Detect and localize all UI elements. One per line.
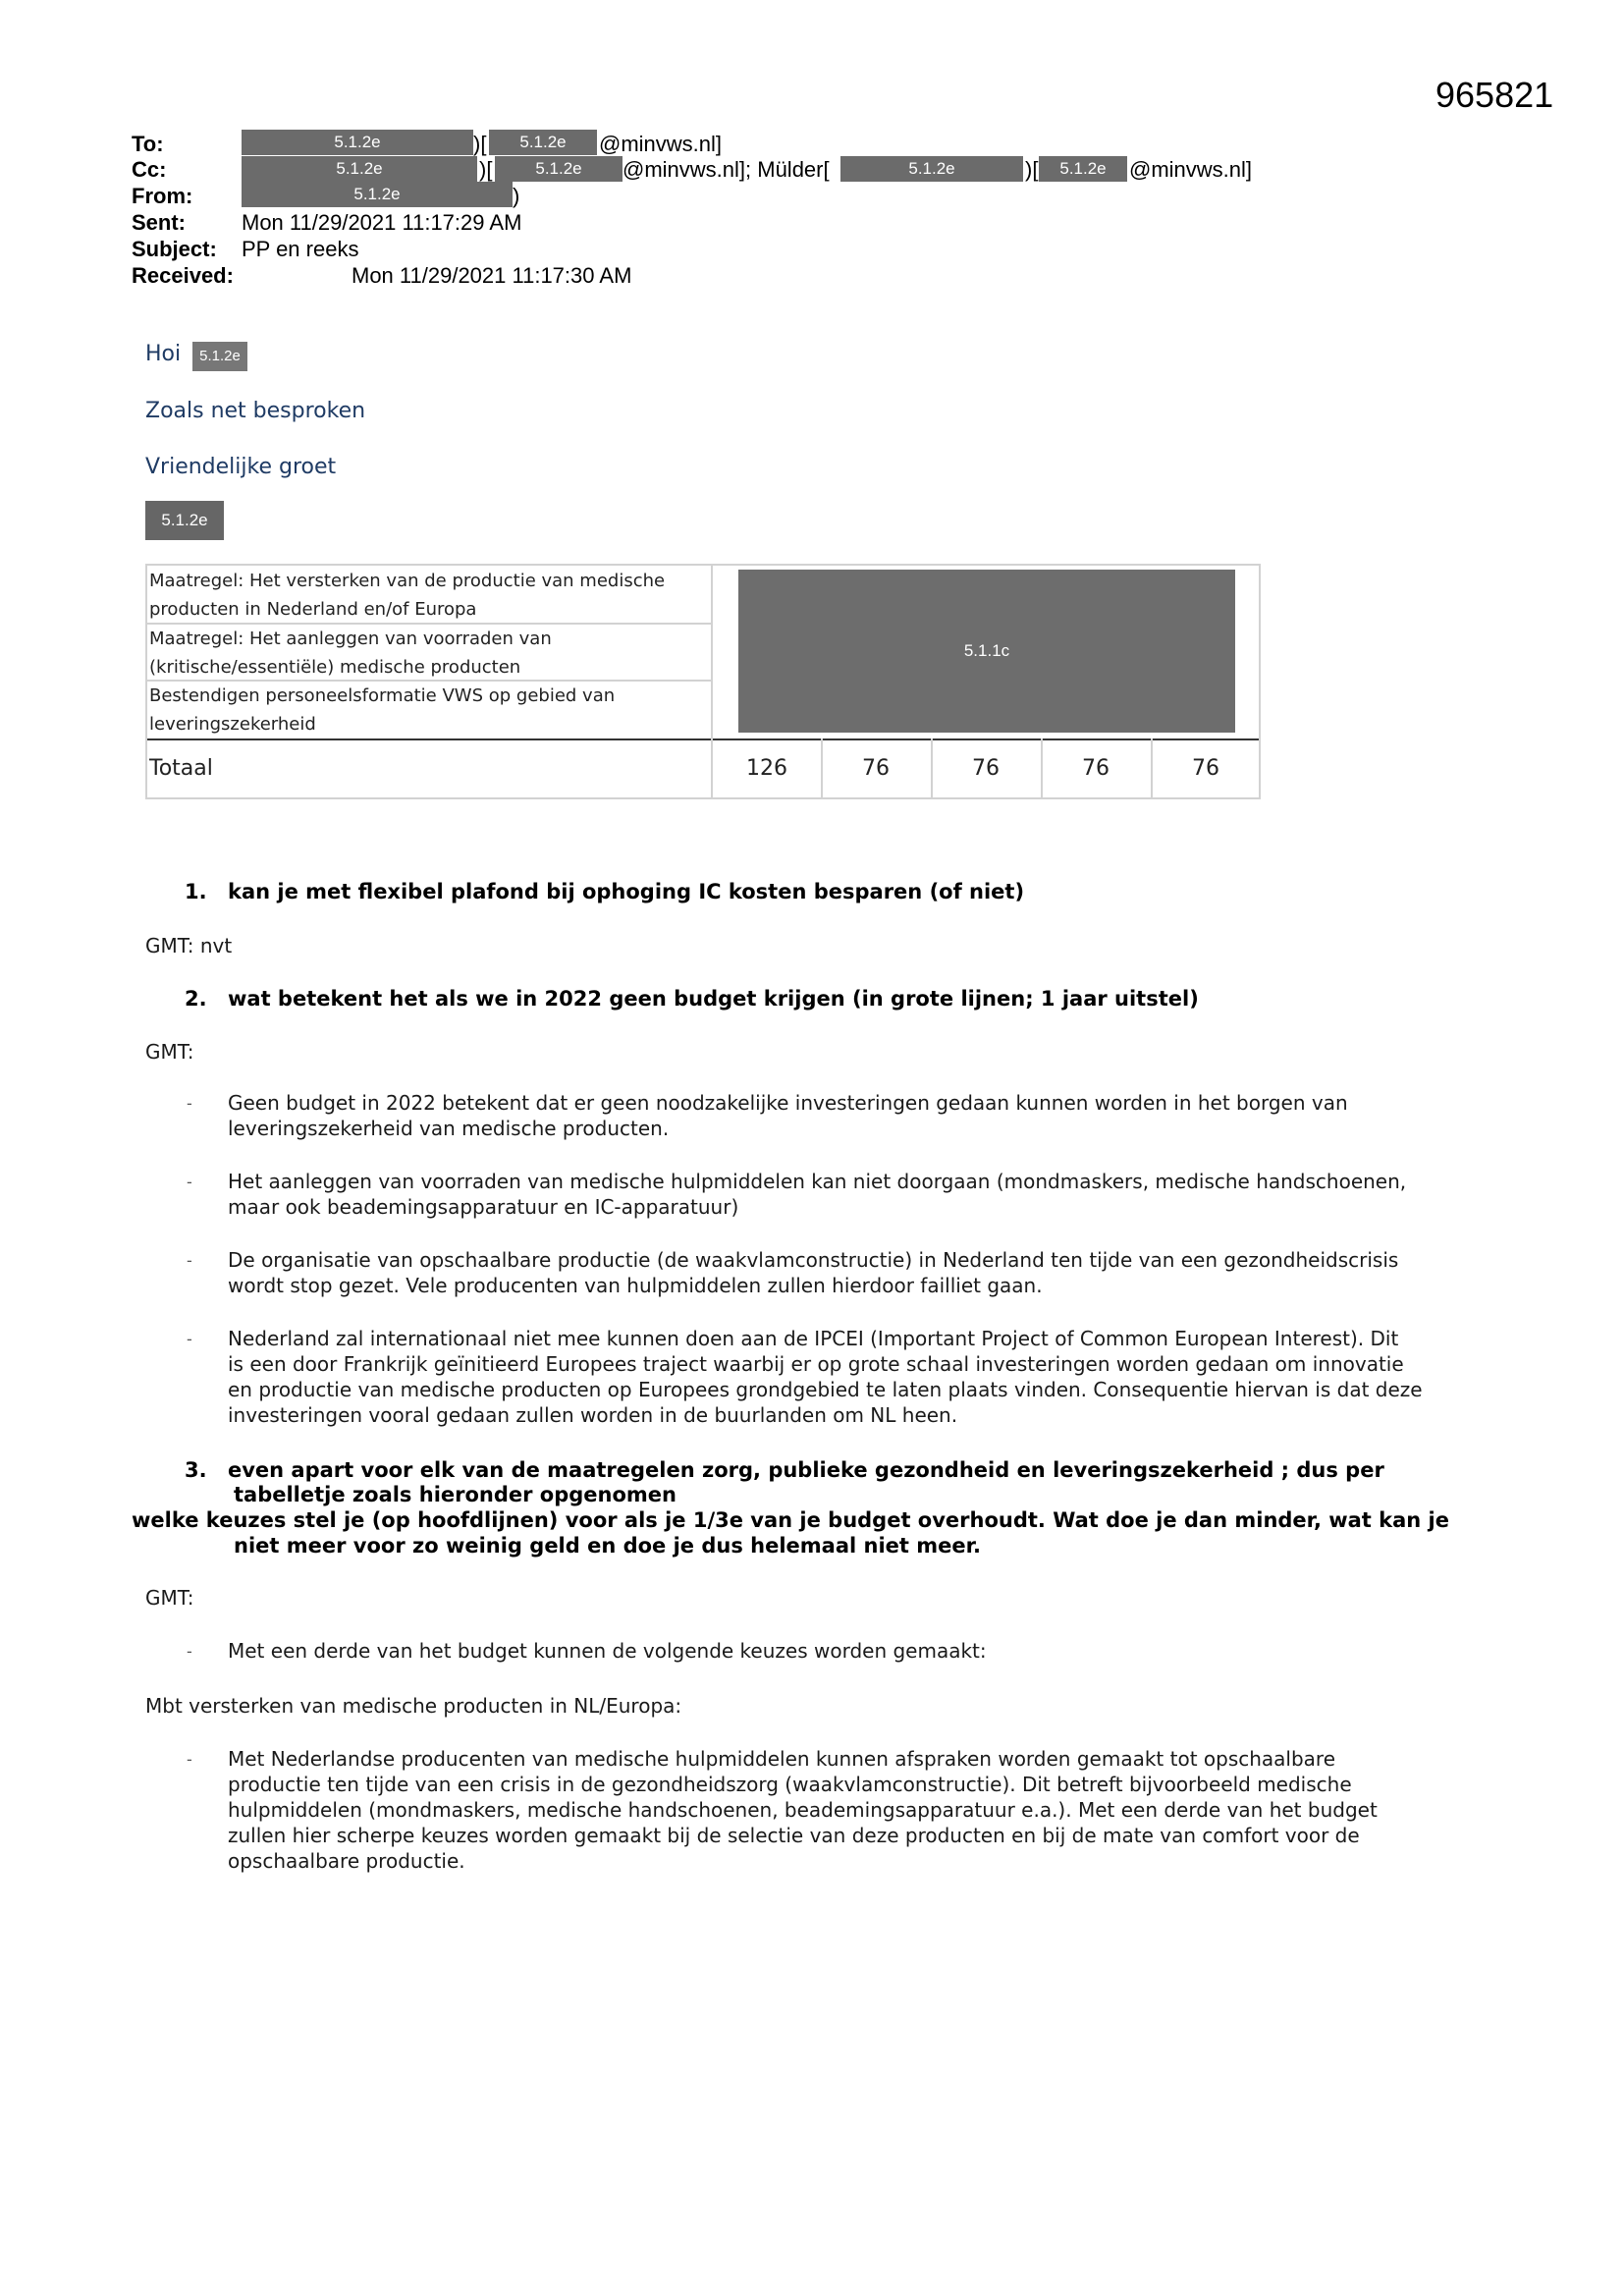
greeting-hoi: Hoi — [145, 342, 182, 366]
q3-bullet-2-line-1: Met Nederlandse producenten van medische hulpmiddelen kunnen afspraken worden gemaakt tot opschaalbare — [228, 1747, 1336, 1771]
bullet-dash: - — [187, 1173, 192, 1191]
redaction-to-email: 5.1.2e — [489, 130, 597, 155]
q3-line-3: welke keuzes stel je (op hoofdlijnen) voor als je 1/3e van je budget overhoudt. Wat doe je dan minder, wat kan je — [132, 1508, 1449, 1532]
q3-gmt: GMT: — [145, 1586, 194, 1610]
q2-bullet-1-line-1: Geen budget in 2022 betekent dat er geen noodzakelijke investeringen gedaan kunnen worden in het borgen van — [228, 1091, 1348, 1115]
table-total-3: 76 — [972, 756, 1000, 781]
cc-label: Cc: — [132, 157, 167, 182]
redaction-cc2-name: 5.1.2e — [840, 156, 1023, 182]
received-value: Mon 11/29/2021 11:17:30 AM — [352, 263, 632, 288]
q2-bullet-4-line-1: Nederland zal internationaal niet mee kunnen doen aan de IPCEI (Important Project of Common European Interest). Dit — [228, 1327, 1399, 1350]
bullet-dash: - — [187, 1642, 192, 1661]
q2-bullet-2-line-2: maar ook beademingsapparatuur en IC-apparatuur) — [228, 1195, 739, 1219]
to-label: To: — [132, 132, 164, 156]
q3-bullet-2-line-3: hulpmiddelen (mondmaskers, medische handschoenen, beademingsapparatuur e.a.). Met een derde van het budget — [228, 1798, 1378, 1822]
q3-section-heading: Mbt versterken van medische producten in NL/Europa: — [145, 1694, 682, 1718]
q2-bullet-4-line-3: en productie van medische producten op Europees grondgebied te laten plaats vinden. Consequentie hiervan is dat deze — [228, 1378, 1423, 1401]
q3-line-1: even apart voor elk van de maatregelen zorg, publieke gezondheid en leveringszekerheid ; dus per — [228, 1458, 1384, 1482]
q1-answer: GMT: nvt — [145, 934, 233, 957]
bullet-dash: - — [187, 1750, 192, 1769]
redaction-signature: 5.1.2e — [145, 501, 224, 540]
subject-label: Subject: — [132, 237, 217, 261]
q2-bullet-4-line-4: investeringen vooral gedaan zullen worden in de buurlanden om NL heen. — [228, 1403, 958, 1427]
to-email-suffix: @minvws.nl] — [599, 132, 723, 156]
redaction-from: 5.1.2e — [242, 182, 513, 207]
q2-bullet-3-line-1: De organisatie van opschaalbare productie (de waakvlamconstructie) in Nederland ten tijde van een gezondheidscrisis — [228, 1248, 1399, 1272]
sent-value: Mon 11/29/2021 11:17:29 AM — [242, 210, 522, 235]
table-row-3-line-2: leveringszekerheid — [149, 714, 316, 735]
q2-bullet-1-line-2: leveringszekerheid van medische producten. — [228, 1117, 670, 1140]
cc2-email-suffix: @minvws.nl] — [1129, 157, 1253, 182]
table-total-5: 76 — [1192, 756, 1219, 781]
redaction-to-name: 5.1.2e — [242, 130, 473, 155]
q3-line-4: niet meer voor zo weinig geld en doe je dus helemaal niet meer. — [234, 1534, 981, 1558]
q1-number: 1. — [185, 880, 207, 903]
q3-line-2: tabelletje zoals hieronder opgenomen — [234, 1483, 677, 1506]
q2-bullet-3-line-2: wordt stop gezet. Vele producenten van hulpmiddelen zullen hierdoor failliet gaan. — [228, 1274, 1043, 1297]
q2-gmt: GMT: — [145, 1040, 194, 1064]
greeting-line1: Zoals net besproken — [145, 399, 366, 423]
q2-text: wat betekent het als we in 2022 geen budget krijgen (in grote lijnen; 1 jaar uitstel) — [228, 987, 1199, 1011]
table-row-1-line-2: producten in Nederland en/of Europa — [149, 599, 477, 620]
redaction-cc-name: 5.1.2e — [242, 156, 477, 182]
table-total-label: Totaal — [149, 756, 213, 781]
table-total-1: 126 — [746, 756, 787, 781]
table-row-1-line-1: Maatregel: Het versterken van de productie van medische — [149, 571, 666, 591]
bullet-dash: - — [187, 1330, 192, 1348]
table-row-2-line-2: (kritische/essentiële) medische producten — [149, 657, 521, 678]
redaction-cc-email: 5.1.2e — [495, 156, 623, 182]
q3-bullet-2-line-4: zullen hier scherpe keuzes worden gemaakt bij de selectie van deze producten en bij de mate van comfort voor de — [228, 1824, 1360, 1847]
bullet-dash: - — [187, 1251, 192, 1270]
subject-value: PP en reeks — [242, 237, 359, 261]
q2-bullet-2-line-1: Het aanleggen van voorraden van medische hulpmiddelen kan niet doorgaan (mondmaskers, medische handschoenen, — [228, 1170, 1407, 1193]
bullet-dash: - — [187, 1094, 192, 1113]
table-row-2-line-1: Maatregel: Het aanleggen van voorraden van — [149, 629, 552, 649]
q2-bullet-4-line-2: is een door Frankrijk geïnitieerd Europees traject waarbij er op grote schaal investeringen worden gedaan om innovatie — [228, 1352, 1404, 1376]
greeting-line2: Vriendelijke groet — [145, 455, 337, 479]
redaction-cc2-email: 5.1.2e — [1039, 156, 1127, 182]
redaction-table-values: 5.1.1c — [738, 570, 1235, 733]
q3-number: 3. — [185, 1458, 207, 1482]
q2-number: 2. — [185, 987, 207, 1011]
q3-bullet-1: Met een derde van het budget kunnen de volgende keuzes worden gemaakt: — [228, 1639, 987, 1663]
sent-label: Sent: — [132, 210, 186, 235]
document-number: 965821 — [1435, 75, 1554, 115]
q1-text: kan je met flexibel plafond bij ophoging IC kosten besparen (of niet) — [228, 880, 1025, 903]
cc-email-suffix: @minvws.nl]; Mülder[ — [623, 157, 830, 182]
from-label: From: — [132, 184, 193, 208]
received-label: Received: — [132, 263, 234, 288]
table-row-3-line-1: Bestendigen personeelsformatie VWS op gebied van — [149, 685, 616, 706]
q3-bullet-2-line-2: productie ten tijde van een crisis in de gezondheidszorg (waakvlamconstructie). Dit betreft bijvoorbeeld medische — [228, 1773, 1352, 1796]
redaction-greeting-name: 5.1.2e — [192, 342, 247, 371]
table-total-2: 76 — [862, 756, 890, 781]
table-total-4: 76 — [1082, 756, 1110, 781]
q3-bullet-2-line-5: opschaalbare productie. — [228, 1849, 465, 1873]
